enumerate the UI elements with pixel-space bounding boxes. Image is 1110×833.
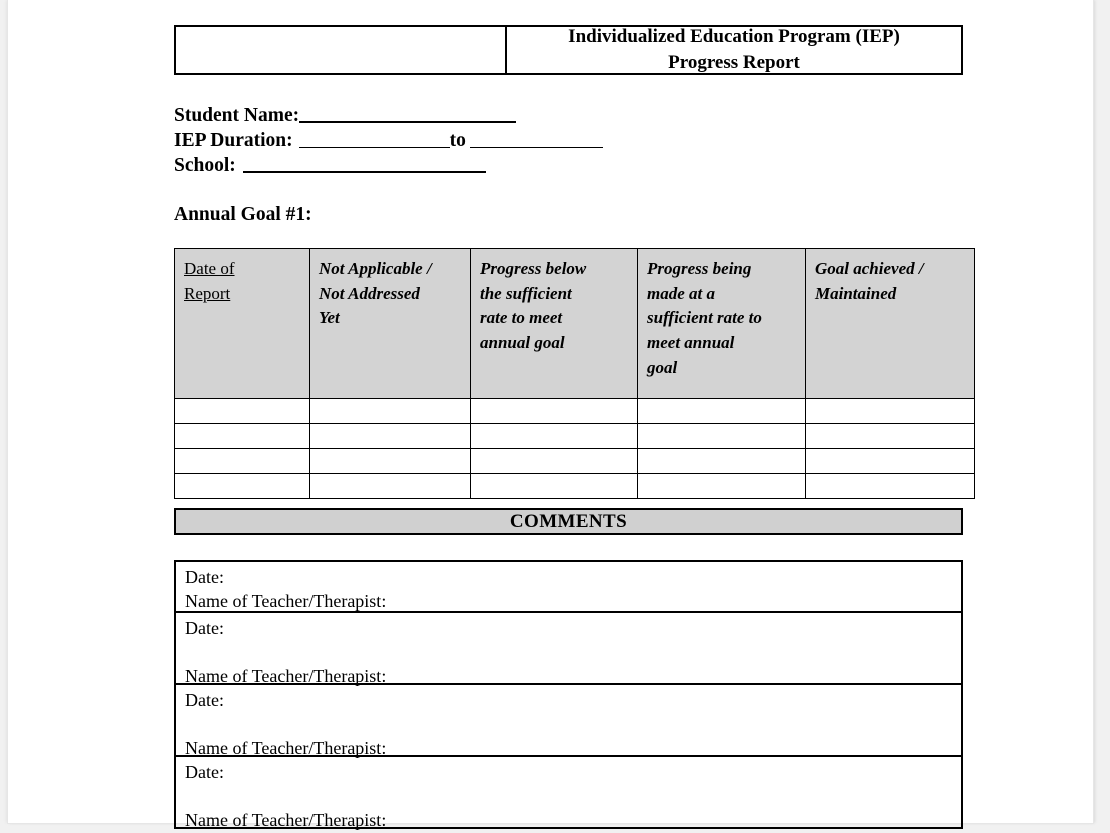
comment-block[interactable] (176, 685, 961, 757)
cell-not-applicable[interactable] (310, 424, 471, 449)
comment-text-area[interactable] (185, 785, 961, 809)
comment-date-label: Date: (185, 690, 224, 710)
comment-teacher-name-label: Name of Teacher/Therapist: (185, 590, 387, 611)
column-header-line: goal (647, 357, 678, 377)
column-header-line: Maintained (815, 283, 897, 303)
student-name-label: Student Name: (174, 105, 300, 126)
column-header-line: sufficient rate to (647, 308, 762, 328)
student-info-block (174, 102, 963, 177)
cell-not-applicable[interactable] (310, 449, 471, 474)
comment-block[interactable] (176, 562, 961, 613)
document-page (8, 0, 1093, 830)
report-header-table (174, 25, 963, 75)
column-header-line: annual goal (480, 332, 565, 352)
annual-goal-label: Annual Goal #1: (174, 204, 312, 225)
cell-not-applicable[interactable] (310, 474, 471, 499)
comment-text-area[interactable] (185, 713, 961, 737)
column-header-line: the sufficient (480, 283, 572, 303)
progress-rating-table (174, 248, 975, 499)
cell-progress-below[interactable] (471, 474, 638, 499)
column-header-line: Yet (319, 308, 340, 328)
column-header-line: Not Applicable / (319, 259, 432, 278)
cell-date-of-report[interactable] (175, 424, 310, 449)
column-header-line: made at a (647, 283, 715, 303)
cell-not-applicable[interactable] (310, 399, 471, 424)
column-header-line: Not Addressed (319, 283, 420, 303)
student-name-input[interactable] (299, 120, 516, 123)
cell-date-of-report[interactable] (175, 399, 310, 424)
column-header-line: Report (184, 283, 231, 303)
iep-duration-row (174, 127, 963, 152)
column-header-line: meet annual (647, 332, 735, 352)
column-header-progress-below-sufficient (471, 249, 638, 399)
cell-progress-sufficient[interactable] (638, 399, 806, 424)
comment-block[interactable] (176, 613, 961, 685)
document-sheet (174, 0, 974, 830)
table-row (175, 449, 975, 474)
report-title-line-1: Individualized Education Program (IEP) (568, 26, 900, 48)
header-title-cell (507, 27, 961, 73)
table-row (175, 474, 975, 499)
iep-duration-from-input[interactable] (299, 146, 450, 148)
comment-date-label: Date: (185, 762, 224, 782)
cell-progress-below[interactable] (471, 399, 638, 424)
cell-progress-below[interactable] (471, 449, 638, 474)
comment-date-label: Date: (185, 618, 224, 638)
cell-goal-achieved[interactable] (806, 449, 975, 474)
column-header-goal-achieved (806, 249, 975, 399)
comment-block[interactable] (176, 757, 961, 829)
comment-teacher-name-label: Name of Teacher/Therapist: (185, 809, 387, 830)
iep-duration-to-input[interactable] (470, 146, 603, 148)
header-logo-cell (176, 27, 507, 73)
column-header-line: rate to meet (480, 308, 563, 328)
school-row (174, 152, 963, 177)
school-input[interactable] (243, 170, 486, 173)
column-header-progress-sufficient (638, 249, 806, 399)
comments-blocks-container (174, 560, 963, 829)
cell-goal-achieved[interactable] (806, 474, 975, 499)
column-header-line: Progress being (647, 259, 752, 278)
column-header-not-applicable (310, 249, 471, 399)
comment-teacher-name-label: Name of Teacher/Therapist: (185, 665, 387, 686)
column-header-date-of-report (175, 249, 310, 399)
student-name-row (174, 102, 963, 127)
cell-progress-below[interactable] (471, 424, 638, 449)
iep-duration-connector: to (449, 130, 466, 151)
iep-duration-label: IEP Duration: (174, 130, 293, 151)
cell-progress-sufficient[interactable] (638, 424, 806, 449)
table-row (175, 424, 975, 449)
comment-date-label: Date: (185, 567, 224, 587)
cell-date-of-report[interactable] (175, 449, 310, 474)
cell-goal-achieved[interactable] (806, 424, 975, 449)
column-header-line: Progress below (480, 259, 587, 278)
comment-text-area[interactable] (185, 641, 961, 665)
comments-section-heading: COMMENTS (174, 508, 963, 535)
column-header-line: Goal achieved / (815, 259, 924, 278)
cell-date-of-report[interactable] (175, 474, 310, 499)
cell-goal-achieved[interactable] (806, 399, 975, 424)
school-label: School: (174, 155, 236, 176)
cell-progress-sufficient[interactable] (638, 474, 806, 499)
comment-teacher-name-label: Name of Teacher/Therapist: (185, 737, 387, 758)
table-row (175, 399, 975, 424)
report-title-line-2: Progress Report (668, 52, 800, 73)
cell-progress-sufficient[interactable] (638, 449, 806, 474)
progress-table-header-row (175, 249, 975, 399)
column-header-line: Date of (184, 259, 235, 278)
